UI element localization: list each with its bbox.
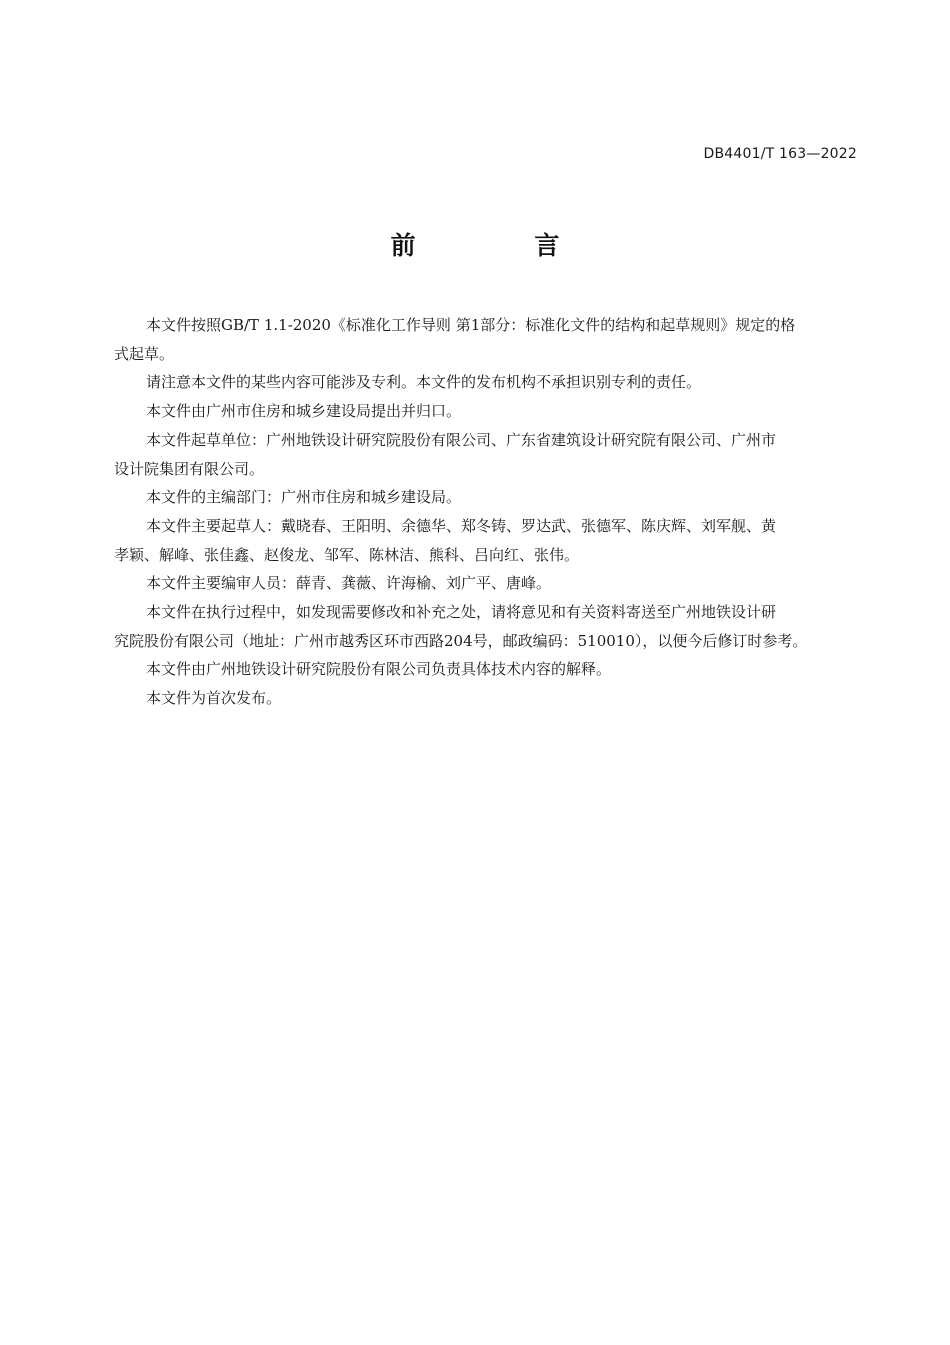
- paragraph-line: 本文件起草单位：广州地铁设计研究院股份有限公司、广东省建筑设计研究院有限公司、广州市: [146, 430, 777, 449]
- foreword-paragraph: [114, 569, 856, 598]
- paragraph-line: 究院股份有限公司（地址：广州市越秀区环市西路204号，邮政编码：510010），以便今后修订时参考。: [114, 631, 808, 650]
- foreword-paragraph: [114, 311, 856, 368]
- paragraph-line: 孝颖、解峰、张佳鑫、赵俊龙、邹军、陈林洁、熊科、吕向红、张伟。: [114, 545, 580, 564]
- document-code: DB4401/T 163—2022: [703, 146, 857, 162]
- paragraph-line: 设计院集团有限公司。: [114, 459, 265, 478]
- paragraph-line: 请注意本文件的某些内容可能涉及专利。本文件的发布机构不承担识别专利的责任。: [146, 373, 702, 392]
- paragraph-line: 本文件主要编审人员：薛青、龚薇、许海榆、刘广平、唐峰。: [146, 574, 552, 593]
- paragraph-line: 本文件在执行过程中，如发现需要修改和补充之处，请将意见和有关资料寄送至广州地铁设计研: [146, 603, 777, 622]
- foreword-paragraph: [114, 368, 856, 397]
- paragraph-line: 本文件由广州地铁设计研究院股份有限公司负责具体技术内容的解释。: [146, 660, 612, 679]
- foreword-paragraph: [114, 598, 856, 655]
- paragraph-line: 本文件为首次发布。: [146, 689, 282, 708]
- foreword-paragraph: [114, 684, 856, 713]
- paragraph-line: 式起草。: [114, 344, 175, 363]
- foreword-paragraph: [114, 426, 856, 483]
- page-title: 前 言: [390, 231, 615, 260]
- foreword-paragraph: [114, 397, 856, 426]
- foreword-paragraph: [114, 483, 856, 512]
- paragraph-line: 本文件按照GB/T 1.1-2020《标准化工作导则 第1部分：标准化文件的结构和起草规则》规定的格: [146, 316, 796, 334]
- paragraph-line: 本文件由广州市住房和城乡建设局提出并归口。: [146, 402, 462, 421]
- foreword-body: [114, 311, 856, 713]
- paragraph-line: 本文件主要起草人：戴晓春、王阳明、余德华、郑冬铸、罗达武、张德军、陈庆辉、刘军舰、黄: [146, 516, 777, 535]
- paragraph-line: 本文件的主编部门：广州市住房和城乡建设局。: [146, 488, 462, 507]
- foreword-paragraph: [114, 655, 856, 684]
- foreword-paragraph: [114, 512, 856, 569]
